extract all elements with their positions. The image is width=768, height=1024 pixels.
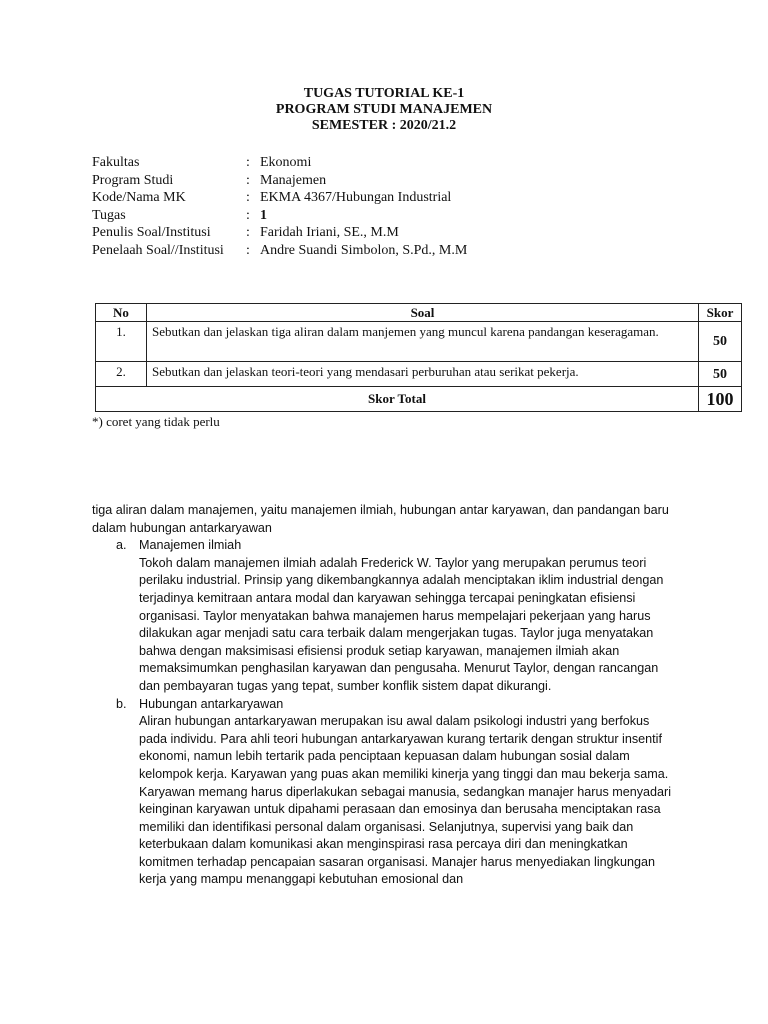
meta-label: Program Studi [92, 172, 174, 188]
table-row [96, 362, 742, 387]
document-title [0, 86, 768, 134]
meta-row-tugas [92, 207, 467, 225]
meta-colon: : [246, 242, 250, 258]
header-soal: Soal [147, 304, 699, 322]
row-question: Sebutkan dan jelaskan tiga aliran dalam manjemen yang muncul karena pandangan keseragaman. [147, 322, 699, 362]
title-line-2: PROGRAM STUDI MANAJEMEN [275, 102, 493, 117]
meta-colon: : [246, 190, 250, 205]
meta-row-kode-mk [92, 189, 467, 207]
list-item-letter: a. [116, 538, 127, 553]
answer-intro: tiga aliran dalam manajemen, yaitu manajemen ilmiah, hubungan antar karyawan, dan pandangan baru dalam hubungan antarkaryawan [92, 503, 669, 535]
meta-colon: : [246, 207, 250, 223]
meta-colon: : [246, 172, 250, 188]
meta-row-fakultas [92, 154, 467, 172]
total-value: 100 [699, 387, 742, 412]
title-line-1: TUGAS TUTORIAL KE-1 [303, 86, 465, 101]
header-skor: Skor [699, 304, 742, 322]
meta-value: EKMA 4367/Hubungan Industrial [260, 190, 452, 205]
meta-label: Penulis Soal/Institusi [92, 225, 211, 240]
meta-value: Ekonomi [260, 155, 312, 170]
list-item-letter: b. [116, 696, 127, 711]
header-no: No [96, 304, 147, 322]
list-item [116, 696, 672, 890]
row-question: Sebutkan dan jelaskan teori-teori yang mendasari perburuhan atau serikat pekerja. [147, 362, 699, 387]
question-table [95, 303, 742, 412]
meta-row-program-studi [92, 172, 467, 190]
meta-value: Faridah Iriani, SE., M.M [260, 225, 399, 240]
list-item-text: Aliran hubungan antarkaryawan merupakan isu awal dalam psikologi industri yang berfokus pada individu. Para ahli teori hubungan antarkaryawan kurang tertarik dengan struktur insentif ekonomi, namun lebih tertarik pada penciptaan kepuasan dalam hubungan sosial dalam kelompok kerja. Karyawan yang puas akan memiliki kinerja yang tinggi dan mau bekerja sama. Karyawan memang harus diperlakukan sebagai manusia, sedangkan manajer harus menyadari keinginan karyawan untuk dipahami perasaan dan emosinya dan berusaha menciptakan rasa memiliki dan identifikasi personal dalam organisasi. Selanjutnya, supervisi yang baik dan keterbukaan dalam komunikasi akan menginspirasi rasa percaya diri dan meningkatkan komitmen terhadap pencapaian sasaran organisasi. Manajer harus menyediakan lingkungan kerja yang mampu menanggapi kebutuhan emosional dan [139, 714, 672, 887]
list-item-body [139, 537, 672, 695]
table-row [96, 322, 742, 362]
table-header-row [96, 304, 742, 322]
list-item-text: Tokoh dalam manajemen ilmiah adalah Frederick W. Taylor yang merupakan perumus teori perilaku industrial. Prinsip yang dikembangkannya adalah menciptakan iklim industrial dengan terjadinya kemitraan antara modal dan karyawan sehingga tercapai peningkatan efisiensi organisasi. Taylor menyatakan bahwa manajemen harus mempelajari pekerjaan yang harus dilakukan agar menjadi satu cara terbaik dalam mengerjakan tugas. Taylor juga menyatakan bahwa dengan maksimisasi efisiensi produk setiap karyawan, manajemen ilmiah akan memaksimumkan penghasilan karyawan dan pengusaha. Menurut Taylor, dengan rancangan dan pembayaran tugas yang tepat, sumber konflik sistem dapat dikurangi. [139, 555, 664, 693]
footnote: *) coret yang tidak perlu [92, 414, 220, 429]
meta-value: 1 [260, 207, 267, 223]
course-info [92, 154, 467, 259]
row-score: 50 [699, 362, 742, 387]
meta-label: Kode/Nama MK [92, 190, 186, 205]
meta-colon: : [246, 225, 250, 240]
total-label: Skor Total [96, 387, 699, 412]
meta-row-penulis [92, 224, 467, 242]
meta-label: Tugas [92, 207, 126, 223]
row-score: 50 [699, 322, 742, 362]
meta-colon: : [246, 155, 250, 170]
title-line-3: SEMESTER : 2020/21.2 [311, 118, 457, 133]
row-number: 1. [96, 322, 147, 362]
meta-value: Manajemen [260, 172, 327, 188]
row-number: 2. [96, 362, 147, 387]
list-item-title: Hubungan antarkaryawan [139, 696, 284, 711]
meta-value: Andre Suandi Simbolon, S.Pd., M.M [260, 242, 468, 258]
answer-section [92, 502, 672, 889]
list-item [116, 537, 672, 695]
table-total-row [96, 387, 742, 412]
meta-label: Penelaah Soal//Institusi [92, 242, 224, 258]
meta-label: Fakultas [92, 155, 140, 170]
list-item-title: Manajemen ilmiah [139, 538, 242, 553]
list-item-body [139, 696, 672, 890]
meta-row-penelaah [92, 242, 467, 260]
